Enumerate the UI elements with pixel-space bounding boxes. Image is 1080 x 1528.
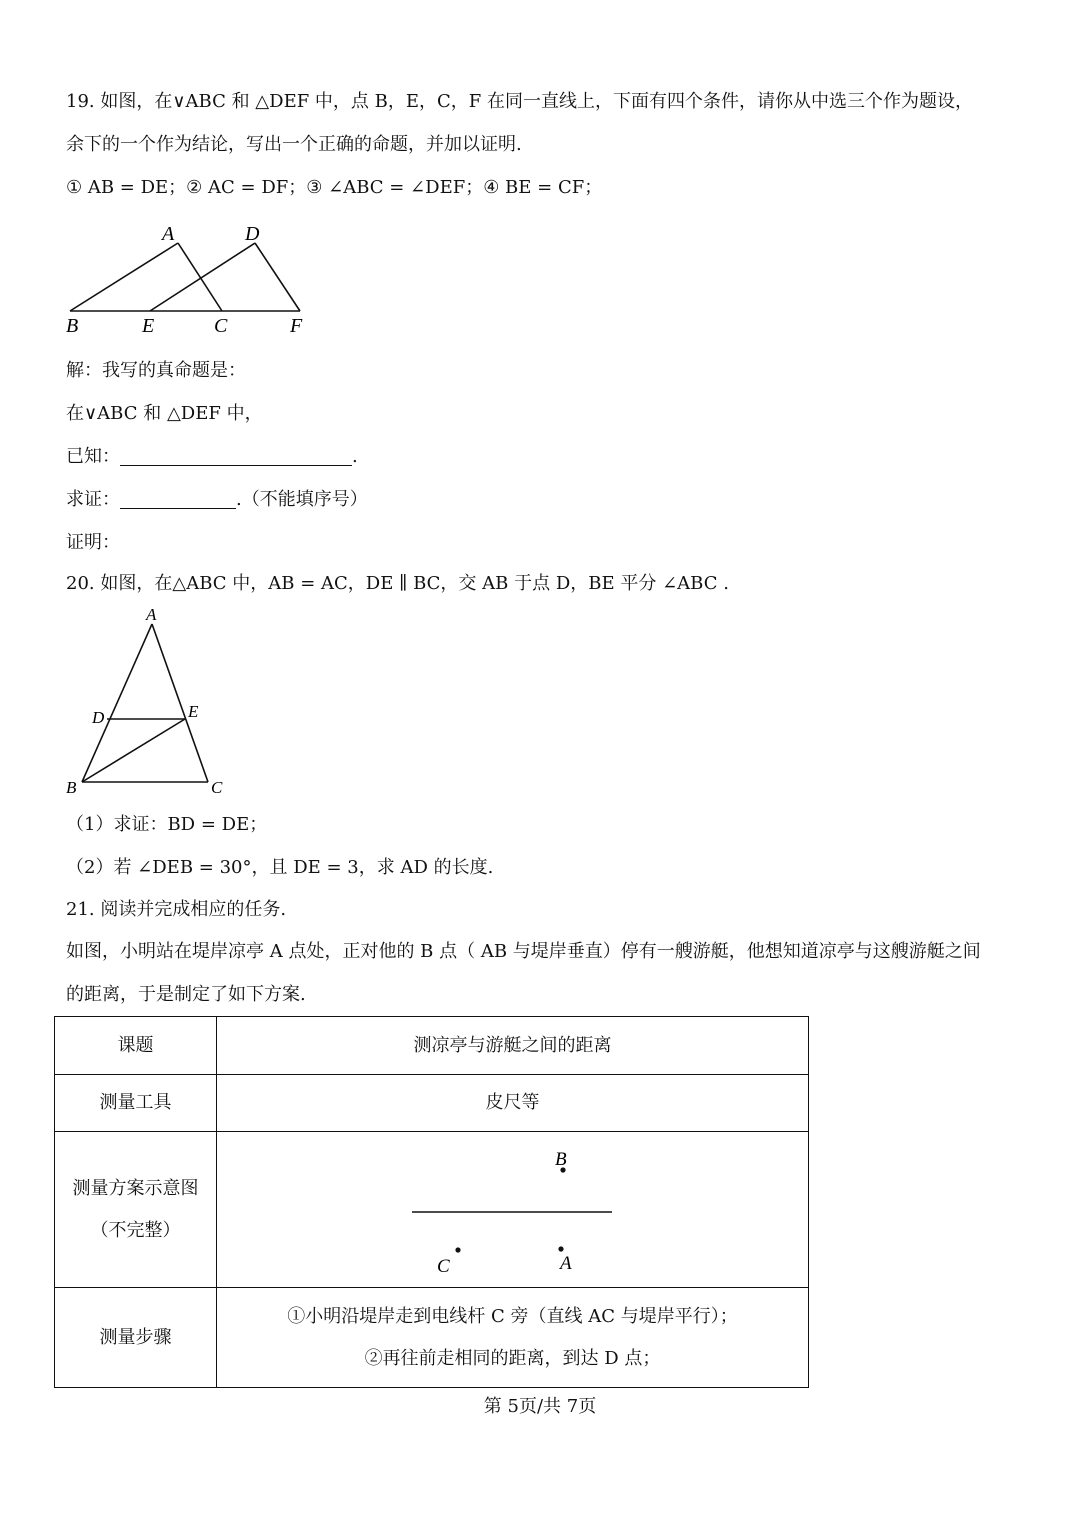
- q20-line1: 20. 如图，在△ABC 中，AB = AC，DE ∥ BC，交 AB 于点 D，BE 平分 ∠ABC .: [66, 573, 729, 594]
- q19-given: [66, 444, 358, 470]
- q19-label-b: B: [66, 315, 79, 337]
- q20-label-b: B: [66, 778, 77, 797]
- point-a-label: A: [560, 1252, 572, 1274]
- q19-label-e: E: [142, 315, 155, 337]
- q19-label-a: A: [162, 223, 175, 245]
- table-row: [55, 1132, 809, 1288]
- table-row: [55, 1075, 809, 1132]
- row4-steps-cell: [217, 1288, 809, 1388]
- row4-step1: ①小明沿堤岸走到电线杆 C 旁（直线 AC 与堤岸平行）；: [287, 1305, 738, 1327]
- q19-figure: [60, 218, 320, 340]
- q20-label-a: A: [146, 605, 157, 624]
- q20-part2: （2）若 ∠DEB = 30°，且 DE = 3，求 AD 的长度.: [66, 857, 494, 878]
- q21-line3: 的距离，于是制定了如下方案.: [66, 984, 306, 1005]
- q20-label-e: E: [188, 702, 199, 721]
- q19-given-label: 已知：: [66, 446, 120, 467]
- q19-conditions: ① AB = DE；② AC = DF；③ ∠ABC = ∠DEF；④ BE = CF；: [66, 177, 603, 198]
- row3-label: 测量方案示意图: [72, 1177, 199, 1199]
- q19-solution-intro: 解：我写的真命题是：: [66, 360, 246, 381]
- q19-context: 在∨ABC 和 △DEF 中，: [66, 403, 263, 424]
- row4-label: 测量步骤: [55, 1288, 217, 1388]
- q19-prove-label: 求证：: [66, 489, 120, 510]
- q20-label-c: C: [211, 778, 223, 797]
- q19-label-c: C: [214, 315, 228, 337]
- scheme-diagram: [217, 1135, 807, 1285]
- q20-label-d: D: [92, 708, 105, 727]
- measurement-plan-table: [54, 1016, 809, 1388]
- row4-step2: ②再往前走相同的距离，到达 D 点；: [364, 1347, 661, 1369]
- q21-line1: 21. 阅读并完成相应的任务.: [66, 899, 287, 920]
- point-c-label: C: [437, 1255, 450, 1277]
- point-b-label: B: [555, 1148, 567, 1170]
- q20-figure: [60, 604, 240, 800]
- prove-blank[interactable]: [120, 490, 236, 509]
- q20-part1: （1）求证：BD = DE；: [66, 814, 268, 835]
- q19-prove-end: .（不能填序号）: [236, 489, 368, 510]
- table-row: [55, 1288, 809, 1388]
- row3-sublabel: （不完整）: [90, 1219, 181, 1241]
- q19-given-end: .: [352, 446, 358, 467]
- q19-label-d: D: [245, 223, 260, 245]
- page-footer: 第 5页/共 7页: [483, 1396, 597, 1417]
- row1-label: 课题: [55, 1017, 217, 1075]
- q19-line2: 余下的一个作为结论，写出一个正确的命题，并加以证明.: [66, 134, 522, 155]
- q19-proof-label: 证明：: [66, 532, 120, 553]
- q21-line2: 如图，小明站在堤岸凉亭 A 点处，正对他的 B 点（ AB 与堤岸垂直）停有一艘游艇，他想知道凉亭与这艘游艇之间: [66, 941, 981, 962]
- row2-value: 皮尺等: [217, 1075, 809, 1132]
- row3-label-cell: [55, 1132, 217, 1288]
- q19-label-f: F: [290, 315, 303, 337]
- row3-diagram-cell: [217, 1132, 809, 1288]
- given-blank[interactable]: [120, 447, 352, 466]
- table-row: [55, 1017, 809, 1075]
- row2-label: 测量工具: [55, 1075, 217, 1132]
- q19-line1: 19. 如图，在∨ABC 和 △DEF 中，点 B，E，C，F 在同一直线上，下面有四个条件，请你从中选三个作为题设，: [66, 91, 973, 112]
- row1-value: 测凉亭与游艇之间的距离: [217, 1017, 809, 1075]
- q19-prove: [66, 487, 368, 513]
